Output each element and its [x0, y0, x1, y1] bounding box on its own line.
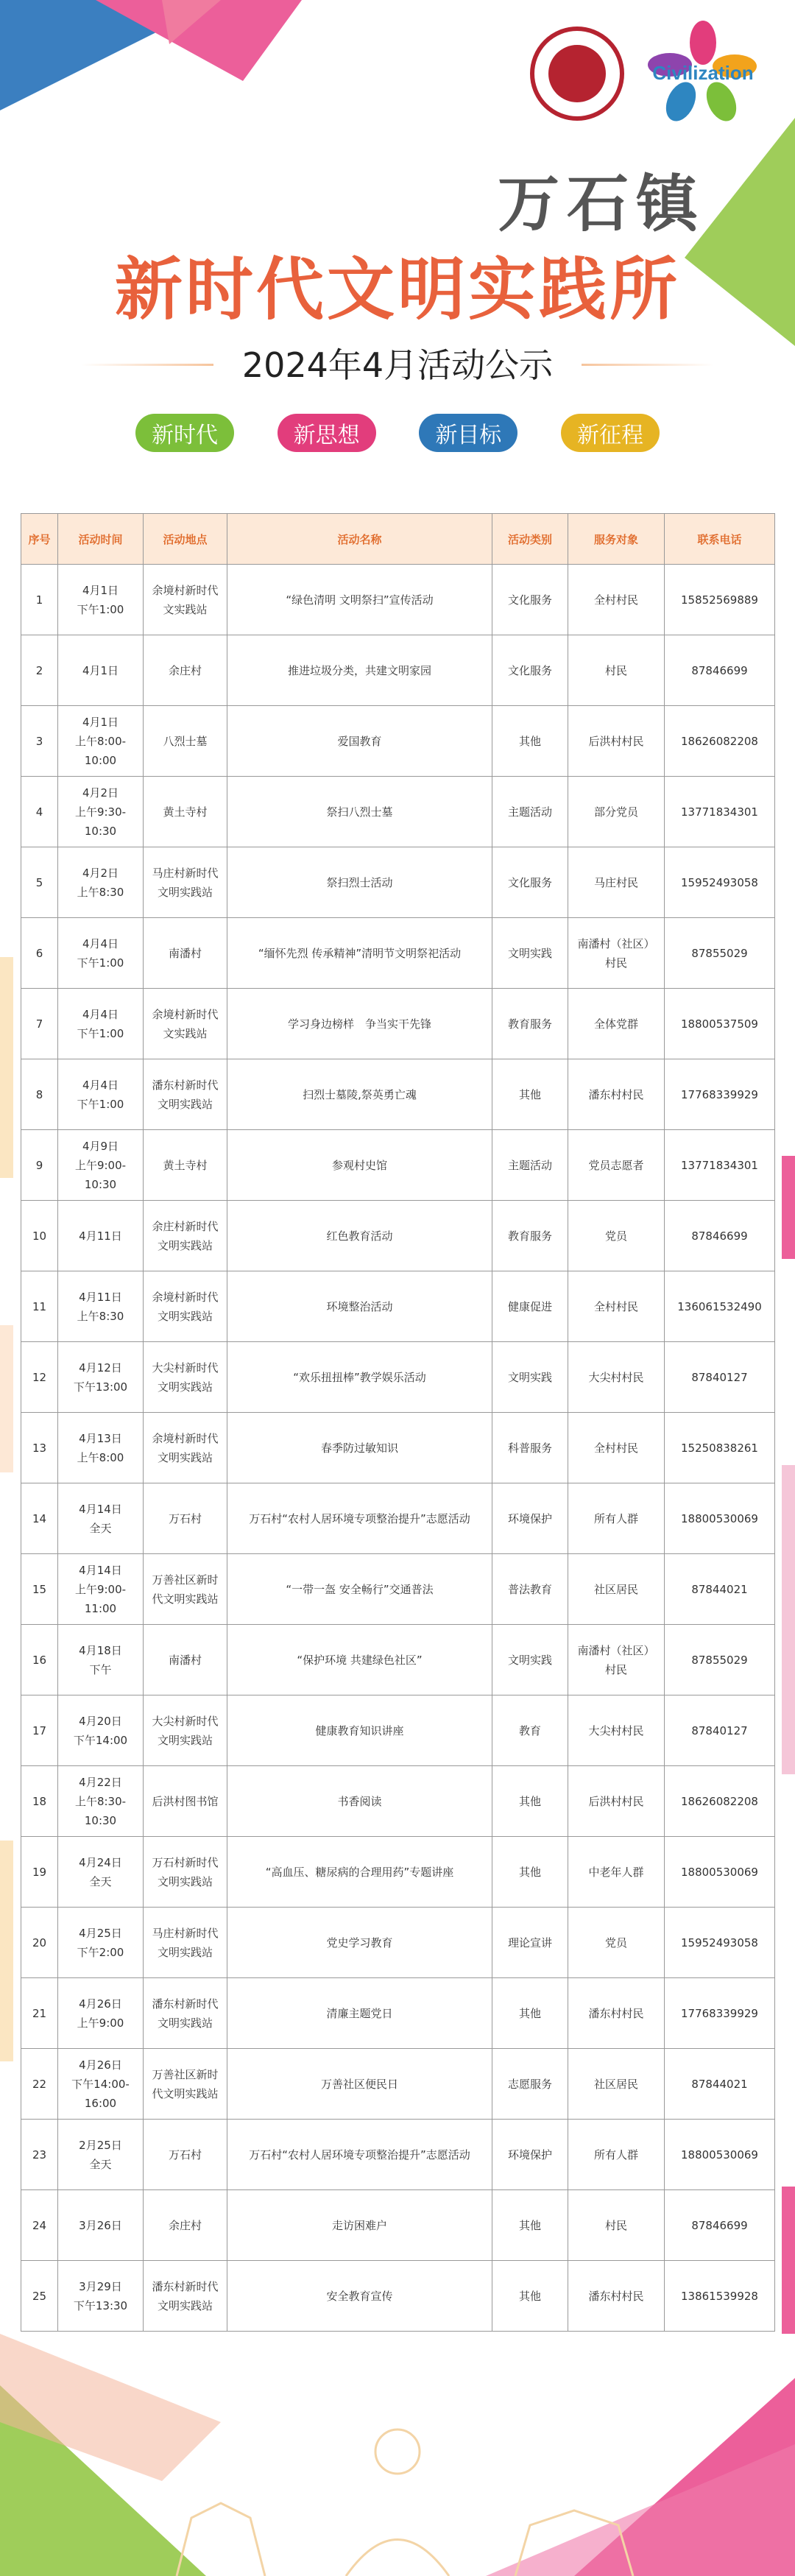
table-cell [58, 2049, 144, 2120]
time-line: 4月24日 [79, 1855, 122, 1869]
table-cell: “绿色清明 文明祭扫”宣传活动 [227, 565, 492, 635]
table-cell: 7 [21, 989, 58, 1059]
table-cell: 余庄村 [144, 635, 227, 706]
table-cell: 文明实践 [492, 918, 568, 989]
time-line: 4月13日 [79, 1431, 122, 1445]
table-row [21, 1413, 775, 1483]
column-header: 活动类别 [492, 514, 568, 565]
table-cell [58, 1695, 144, 1766]
table-cell: 理论宣讲 [492, 1908, 568, 1978]
table-cell: 15852569889 [665, 565, 775, 635]
table-cell: 18800530069 [665, 1483, 775, 1554]
table-row [21, 1201, 775, 1271]
table-cell [58, 1271, 144, 1342]
table-cell: 祭扫烈士活动 [227, 847, 492, 918]
table-cell: 万善社区新时代文明实践站 [144, 1554, 227, 1625]
time-line: 下午1:00 [77, 1026, 124, 1040]
table-cell: 马庄村民 [568, 847, 665, 918]
table-cell: 其他 [492, 2190, 568, 2261]
table-cell: 余境村新时代文明实践站 [144, 1271, 227, 1342]
table-cell: 村民 [568, 635, 665, 706]
bottom-decoration [0, 2334, 795, 2576]
slogan-tag: 新思想 [278, 414, 376, 452]
time-line: 下午2:00 [77, 1945, 124, 1959]
table-cell [58, 847, 144, 918]
time-line: 2月25日 [79, 2138, 122, 2152]
time-line: 4月2日 [82, 786, 119, 800]
table-cell: 文化服务 [492, 565, 568, 635]
table-cell: 文化服务 [492, 635, 568, 706]
table-cell: 潘东村村民 [568, 1978, 665, 2049]
table-row [21, 2120, 775, 2190]
table-cell [58, 1554, 144, 1625]
time-line: 全天 [89, 2157, 112, 2171]
table-cell: 1 [21, 565, 58, 635]
table-cell: 8 [21, 1059, 58, 1130]
table-cell: 大尖村新时代文明实践站 [144, 1695, 227, 1766]
time-line: 上午9:00-10:30 [74, 1158, 127, 1191]
time-line: 下午1:00 [77, 956, 124, 970]
table-cell: 主题活动 [492, 777, 568, 847]
table-cell: 大尖村村民 [568, 1695, 665, 1766]
table-cell: 文明实践 [492, 1625, 568, 1695]
table-cell: 14 [21, 1483, 58, 1554]
table-cell: 社区居民 [568, 2049, 665, 2120]
table-cell: 87846699 [665, 2190, 775, 2261]
table-header-row [21, 514, 775, 565]
table-cell: 24 [21, 2190, 58, 2261]
table-row [21, 1978, 775, 2049]
table-cell: 大尖村村民 [568, 1342, 665, 1413]
table-cell: 87840127 [665, 1342, 775, 1413]
table-cell: 南潘村 [144, 918, 227, 989]
table-cell: 25 [21, 2261, 58, 2332]
table-cell [58, 1837, 144, 1908]
time-line: 4月1日 [82, 583, 119, 597]
table-cell: 后洪村图书馆 [144, 1766, 227, 1837]
table-cell: 15250838261 [665, 1413, 775, 1483]
table-cell: 23 [21, 2120, 58, 2190]
table-row [21, 847, 775, 918]
table-row [21, 1483, 775, 1554]
table-cell: “缅怀先烈 传承精神”清明节文明祭祀活动 [227, 918, 492, 989]
table-cell [58, 1483, 144, 1554]
time-line: 3月29日 [79, 2279, 122, 2293]
column-header: 活动地点 [144, 514, 227, 565]
table-cell: 13861539928 [665, 2261, 775, 2332]
table-cell [58, 1059, 144, 1130]
table-cell [58, 706, 144, 777]
table-cell: 余境村新时代文实践站 [144, 565, 227, 635]
table-cell: 文明实践 [492, 1342, 568, 1413]
table-cell: 党史学习教育 [227, 1908, 492, 1978]
table-cell: 万石村 [144, 2120, 227, 2190]
table-cell: 万善社区新时代文明实践站 [144, 2049, 227, 2120]
table-cell: 走访困难户 [227, 2190, 492, 2261]
table-cell: 健康促进 [492, 1271, 568, 1342]
subtitle-right-line [582, 364, 714, 366]
time-line: 下午13:00 [73, 1380, 128, 1394]
right-side-decoration [774, 1156, 795, 2334]
table-cell: 南潘村（社区）村民 [568, 918, 665, 989]
town-name: 万石镇 [497, 167, 705, 240]
table-cell: 潘东村新时代文明实践站 [144, 1978, 227, 2049]
table-cell: 党员志愿者 [568, 1130, 665, 1201]
time-line: 4月12日 [79, 1361, 122, 1375]
table-cell: 春季防过敏知识 [227, 1413, 492, 1483]
table-cell: 八烈士墓 [144, 706, 227, 777]
table-cell [58, 918, 144, 989]
table-cell: 22 [21, 2049, 58, 2120]
table-cell: 马庄村新时代文明实践站 [144, 1908, 227, 1978]
time-line: 上午8:30 [77, 1309, 124, 1323]
table-cell: 18800537509 [665, 989, 775, 1059]
table-row [21, 1695, 775, 1766]
table-cell: 9 [21, 1130, 58, 1201]
table-cell: 18 [21, 1766, 58, 1837]
table-cell: 主题活动 [492, 1130, 568, 1201]
time-line: 4月20日 [79, 1714, 122, 1728]
table-cell: 全体党群 [568, 989, 665, 1059]
table-cell [58, 635, 144, 706]
column-header: 服务对象 [568, 514, 665, 565]
table-row [21, 1130, 775, 1201]
table-cell: 其他 [492, 1837, 568, 1908]
table-cell: 余庄村 [144, 2190, 227, 2261]
table-cell: 17768339929 [665, 1978, 775, 2049]
table-cell: 87844021 [665, 2049, 775, 2120]
table-cell [58, 1978, 144, 2049]
table-cell: 黄土寺村 [144, 1130, 227, 1201]
time-line: 下午14:00 [73, 1733, 128, 1747]
table-cell: 15952493058 [665, 1908, 775, 1978]
table-cell: 潘东村村民 [568, 1059, 665, 1130]
table-cell [58, 2120, 144, 2190]
table-cell: 安全教育宣传 [227, 2261, 492, 2332]
table-cell: 10 [21, 1201, 58, 1271]
time-line: 全天 [89, 1874, 112, 1888]
time-line: 下午1:00 [77, 1097, 124, 1111]
table-cell: 书香阅读 [227, 1766, 492, 1837]
table-cell: 万善社区便民日 [227, 2049, 492, 2120]
table-cell: 学习身边榜样 争当实干先锋 [227, 989, 492, 1059]
time-line: 4月18日 [79, 1643, 122, 1657]
table-cell: 6 [21, 918, 58, 989]
table-cell: 15952493058 [665, 847, 775, 918]
table-cell: 后洪村村民 [568, 1766, 665, 1837]
column-header: 序号 [21, 514, 58, 565]
table-cell: 16 [21, 1625, 58, 1695]
table-cell: 17768339929 [665, 1059, 775, 1130]
table-cell: 南潘村（社区）村民 [568, 1625, 665, 1695]
table-cell: 教育 [492, 1695, 568, 1766]
table-cell: 部分党员 [568, 777, 665, 847]
time-line: 上午9:30-10:30 [74, 805, 127, 838]
time-line: 4月26日 [79, 1997, 122, 2011]
table-cell: 党员 [568, 1908, 665, 1978]
table-cell: 87855029 [665, 918, 775, 989]
table-cell: 全村村民 [568, 565, 665, 635]
table-cell: 马庄村新时代文明实践站 [144, 847, 227, 918]
slogan-tag: 新时代 [135, 414, 234, 452]
table-cell: 志愿服务 [492, 2049, 568, 2120]
slogan-tag: 新征程 [561, 414, 660, 452]
time-line: 4月9日 [82, 1139, 119, 1153]
table-cell: 村民 [568, 2190, 665, 2261]
time-line: 4月2日 [82, 866, 119, 880]
table-cell: 万石村“农村人居环境专项整治提升”志愿活动 [227, 1483, 492, 1554]
table-cell: 大尖村新时代文明实践站 [144, 1342, 227, 1413]
table-cell: 87855029 [665, 1625, 775, 1695]
table-row [21, 777, 775, 847]
table-cell [58, 565, 144, 635]
table-cell: 环境保护 [492, 1483, 568, 1554]
table-cell: 18800530069 [665, 1837, 775, 1908]
table-cell: 环境整治活动 [227, 1271, 492, 1342]
table-cell: 中老年人群 [568, 1837, 665, 1908]
time-line: 4月1日 [82, 715, 119, 729]
table-cell: 党员 [568, 1201, 665, 1271]
table-row [21, 2049, 775, 2120]
time-line: 4月4日 [82, 1078, 119, 1092]
table-cell [58, 2261, 144, 2332]
logo-area [530, 21, 766, 124]
table-row [21, 1271, 775, 1342]
table-cell [58, 1625, 144, 1695]
table-cell: 环境保护 [492, 2120, 568, 2190]
table-cell: 后洪村村民 [568, 706, 665, 777]
column-header: 联系电话 [665, 514, 775, 565]
column-header: 活动名称 [227, 514, 492, 565]
table-cell: 万石村“农村人居环境专项整治提升”志愿活动 [227, 2120, 492, 2190]
table-cell: 18626082208 [665, 706, 775, 777]
table-row [21, 1342, 775, 1413]
slogan-tag: 新目标 [419, 414, 517, 452]
activity-table [21, 513, 775, 2332]
table-cell: 潘东村新时代文明实践站 [144, 2261, 227, 2332]
table-cell: 潘东村新时代文明实践站 [144, 1059, 227, 1130]
time-line: 下午14:00-16:00 [71, 2077, 130, 2110]
table-cell: 87840127 [665, 1695, 775, 1766]
page-subtitle: 2024年4月活动公示 [241, 345, 554, 385]
table-cell: 87846699 [665, 1201, 775, 1271]
table-cell: 其他 [492, 1766, 568, 1837]
table-cell: 推进垃圾分类，共建文明家园 [227, 635, 492, 706]
table-cell [58, 1908, 144, 1978]
table-cell: 祭扫八烈士墓 [227, 777, 492, 847]
table-cell: 136061532490 [665, 1271, 775, 1342]
table-cell: 2 [21, 635, 58, 706]
table-cell: 13771834301 [665, 1130, 775, 1201]
table-cell: 3 [21, 706, 58, 777]
table-row [21, 918, 775, 989]
table-row [21, 1837, 775, 1908]
page-title: 新时代文明实践所 [114, 250, 680, 329]
table-cell: 其他 [492, 1059, 568, 1130]
table-row [21, 1059, 775, 1130]
table-cell: 健康教育知识讲座 [227, 1695, 492, 1766]
table-cell: 所有人群 [568, 2120, 665, 2190]
time-line: 上午9:00 [77, 2016, 124, 2030]
table-cell: 11 [21, 1271, 58, 1342]
table-row [21, 2261, 775, 2332]
table-cell: 万石村新时代文明实践站 [144, 1837, 227, 1908]
time-line: 4月26日 [79, 2058, 122, 2072]
table-cell [58, 777, 144, 847]
table-cell: 21 [21, 1978, 58, 2049]
table-cell [58, 2190, 144, 2261]
table-row [21, 635, 775, 706]
table-cell: 黄土寺村 [144, 777, 227, 847]
table-row [21, 1625, 775, 1695]
table-cell: 所有人群 [568, 1483, 665, 1554]
time-line: 4月14日 [79, 1563, 122, 1577]
table-row [21, 2190, 775, 2261]
table-cell: 13771834301 [665, 777, 775, 847]
time-line: 上午9:00-11:00 [74, 1582, 127, 1615]
table-cell: 4 [21, 777, 58, 847]
time-line: 4月11日 [79, 1290, 122, 1304]
table-cell: 12 [21, 1342, 58, 1413]
table-cell: 其他 [492, 2261, 568, 2332]
table-row [21, 1766, 775, 1837]
table-cell: 教育服务 [492, 1201, 568, 1271]
table-cell: “高血压、糖尿病的合理用药”专题讲座 [227, 1837, 492, 1908]
time-line: 4月4日 [82, 1007, 119, 1021]
table-cell: 18800530069 [665, 2120, 775, 2190]
slogan-tags [135, 414, 660, 452]
time-line: 上午8:30-10:30 [74, 1794, 127, 1827]
time-line: 4月1日 [82, 663, 119, 677]
table-row [21, 565, 775, 635]
table-cell: 参观村史馆 [227, 1130, 492, 1201]
time-line: 全天 [89, 1521, 112, 1535]
table-cell: 爱国教育 [227, 706, 492, 777]
time-line: 下午1:00 [77, 602, 124, 616]
table-cell: 南潘村 [144, 1625, 227, 1695]
time-line: 4月11日 [79, 1229, 122, 1243]
civilization-seal-logo [530, 27, 624, 121]
time-line: 上午8:00-10:00 [74, 734, 127, 767]
time-line: 下午 [89, 1662, 112, 1676]
table-cell: 万石村 [144, 1483, 227, 1554]
table-cell: 17 [21, 1695, 58, 1766]
table-row [21, 706, 775, 777]
table-cell: 20 [21, 1908, 58, 1978]
table-cell: 社区居民 [568, 1554, 665, 1625]
table-cell: 87846699 [665, 635, 775, 706]
time-line: 上午8:30 [77, 885, 124, 899]
table-cell: 潘东村村民 [568, 2261, 665, 2332]
table-cell: 文化服务 [492, 847, 568, 918]
table-cell [58, 1201, 144, 1271]
table-cell: “保护环境 共建绿色社区” [227, 1625, 492, 1695]
table-cell: 余庄村新时代文明实践站 [144, 1201, 227, 1271]
table-cell: 全村村民 [568, 1271, 665, 1342]
time-line: 4月25日 [79, 1926, 122, 1940]
top-left-decoration [0, 0, 309, 125]
time-line: 4月22日 [79, 1775, 122, 1789]
column-header: 活动时间 [58, 514, 144, 565]
table-cell: 13 [21, 1413, 58, 1483]
time-line: 4月4日 [82, 936, 119, 950]
table-cell: 教育服务 [492, 989, 568, 1059]
table-cell [58, 1413, 144, 1483]
table-cell: 其他 [492, 706, 568, 777]
table-cell: 19 [21, 1837, 58, 1908]
time-line: 3月26日 [79, 2218, 122, 2232]
table-cell: “欢乐扭扭棒”教学娱乐活动 [227, 1342, 492, 1413]
table-cell [58, 1342, 144, 1413]
time-line: 下午13:30 [73, 2298, 128, 2312]
table-cell: 清廉主题党日 [227, 1978, 492, 2049]
table-cell: 红色教育活动 [227, 1201, 492, 1271]
table-cell: 87844021 [665, 1554, 775, 1625]
table-cell: 其他 [492, 1978, 568, 2049]
table-cell [58, 1130, 144, 1201]
table-cell: 5 [21, 847, 58, 918]
table-row [21, 1908, 775, 1978]
table-row [21, 1554, 775, 1625]
table-cell [58, 1766, 144, 1837]
table-cell: “一带一盔 安全畅行”交通普法 [227, 1554, 492, 1625]
table-row [21, 989, 775, 1059]
left-side-decoration [0, 957, 21, 2282]
table-cell [58, 989, 144, 1059]
time-line: 上午8:00 [77, 1450, 124, 1464]
table-cell: 扫烈士墓陵,祭英勇亡魂 [227, 1059, 492, 1130]
time-line: 4月14日 [79, 1502, 122, 1516]
table-cell: 余境村新时代文实践站 [144, 989, 227, 1059]
table-cell: 18626082208 [665, 1766, 775, 1837]
civilization-label: Civilization [652, 62, 754, 84]
table-cell: 全村村民 [568, 1413, 665, 1483]
table-cell: 科普服务 [492, 1413, 568, 1483]
table-cell: 余境村新时代文明实践站 [144, 1413, 227, 1483]
table-cell: 普法教育 [492, 1554, 568, 1625]
table-cell: 15 [21, 1554, 58, 1625]
